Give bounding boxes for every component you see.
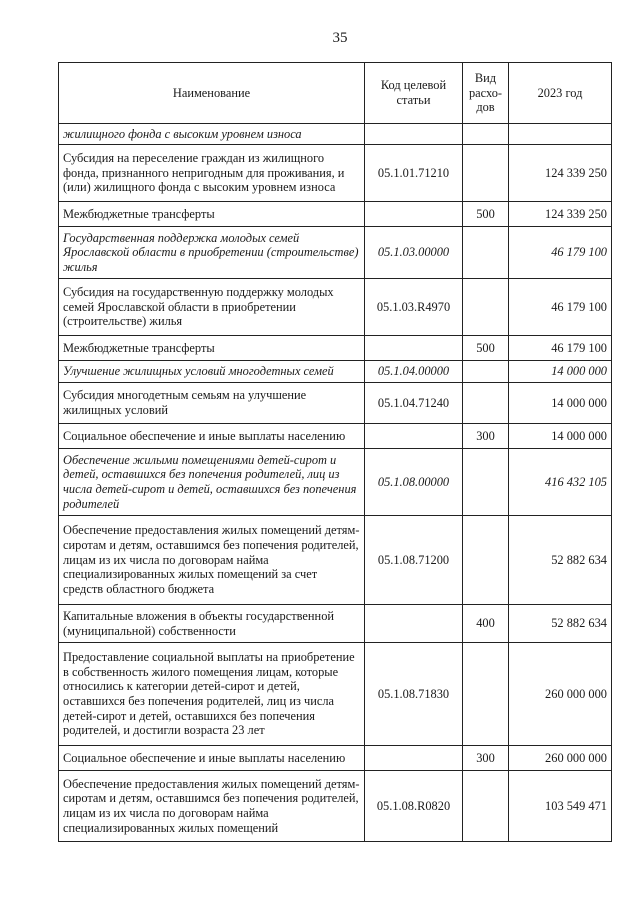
table-row [59,145,612,202]
row-amount: 124 339 250 [509,202,612,227]
row-amount: 52 882 634 [509,605,612,643]
table-row [59,336,612,361]
header-code: Код целевой статьи [365,63,463,124]
row-amount: 124 339 250 [509,145,612,202]
row-kind [463,771,509,842]
row-name: Социальное обеспечение и иные выплаты населению [59,746,365,771]
row-amount [509,124,612,145]
table-row [59,361,612,383]
row-kind [463,383,509,424]
page-number: 35 [332,30,348,46]
row-name: Межбюджетные трансферты [59,336,365,361]
row-code: 05.1.03.R4970 [365,279,463,336]
row-name: Государственная поддержка молодых семей Ярославской области в приобретении (строительстве) жилья [59,227,365,279]
row-code [365,605,463,643]
row-kind [463,643,509,746]
row-code [365,124,463,145]
table-row [59,124,612,145]
table-header-row [59,63,612,124]
row-code [365,336,463,361]
table-row [59,605,612,643]
row-kind [463,516,509,605]
row-kind [463,145,509,202]
row-name: Предоставление социальной выплаты на приобретение в собственность жилого помещения лицам, которые относились к категории детей-сирот и детей, оставшихся без попечения родителей, лиц из числа детей-сирот и детей, оставшихся без попечения родителей, и достигли возраста 23 лет [59,643,365,746]
row-name: жилищного фонда с высоким уровнем износа [59,124,365,145]
row-code: 05.1.08.R0820 [365,771,463,842]
row-name: Межбюджетные трансферты [59,202,365,227]
row-name: Капитальные вложения в объекты государственной (муниципальной) собственности [59,605,365,643]
row-amount: 260 000 000 [509,746,612,771]
row-amount: 416 432 105 [509,449,612,516]
row-kind [463,361,509,383]
row-code [365,202,463,227]
row-name: Обеспечение предоставления жилых помещений детям-сиротам и детям, оставшимся без попечения родителей, лицам из их числа по договорам найма специализированных жилых помещений [59,771,365,842]
row-amount: 14 000 000 [509,424,612,449]
row-amount: 14 000 000 [509,383,612,424]
row-name: Улучшение жилищных условий многодетных семей [59,361,365,383]
table-row [59,424,612,449]
row-kind: 400 [463,605,509,643]
row-kind [463,124,509,145]
row-code: 05.1.08.71830 [365,643,463,746]
table-row [59,516,612,605]
table-row [59,202,612,227]
row-code: 05.1.08.71200 [365,516,463,605]
row-code: 05.1.03.00000 [365,227,463,279]
row-name: Обеспечение жилыми помещениями детей-сирот и детей, оставшихся без попечения родителей, лиц из числа детей-сирот и детей, оставшихся без попечения родителей [59,449,365,516]
table-row [59,771,612,842]
row-kind: 300 [463,424,509,449]
row-code [365,424,463,449]
row-kind [463,449,509,516]
header-kind: Вид расхо-дов [463,63,509,124]
row-code: 05.1.04.71240 [365,383,463,424]
row-amount: 46 179 100 [509,227,612,279]
table-row [59,643,612,746]
row-amount: 52 882 634 [509,516,612,605]
table-row [59,383,612,424]
row-kind: 500 [463,202,509,227]
row-kind [463,279,509,336]
table-row [59,279,612,336]
row-code: 05.1.04.00000 [365,361,463,383]
table-row [59,227,612,279]
header-name: Наименование [59,63,365,124]
row-name: Субсидия на государственную поддержку молодых семей Ярославской области в приобретении (строительстве) жилья [59,279,365,336]
table-row [59,746,612,771]
row-kind: 300 [463,746,509,771]
row-amount: 46 179 100 [509,336,612,361]
row-kind [463,227,509,279]
header-amount: 2023 год [509,63,612,124]
row-amount: 14 000 000 [509,361,612,383]
budget-table [58,62,612,842]
row-amount: 260 000 000 [509,643,612,746]
row-name: Социальное обеспечение и иные выплаты населению [59,424,365,449]
row-kind: 500 [463,336,509,361]
row-code [365,746,463,771]
row-name: Субсидия многодетным семьям на улучшение жилищных условий [59,383,365,424]
row-amount: 46 179 100 [509,279,612,336]
row-name: Обеспечение предоставления жилых помещений детям-сиротам и детям, оставшимся без попечения родителей, лицам из их числа по договорам найма специализированных жилых помещений за счет средств областного бюджета [59,516,365,605]
row-code: 05.1.01.71210 [365,145,463,202]
table-row [59,449,612,516]
row-amount: 103 549 471 [509,771,612,842]
row-code: 05.1.08.00000 [365,449,463,516]
row-name: Субсидия на переселение граждан из жилищного фонда, признанного непригодным для проживания, и (или) жилищного фонда с высоким уровнем износа [59,145,365,202]
